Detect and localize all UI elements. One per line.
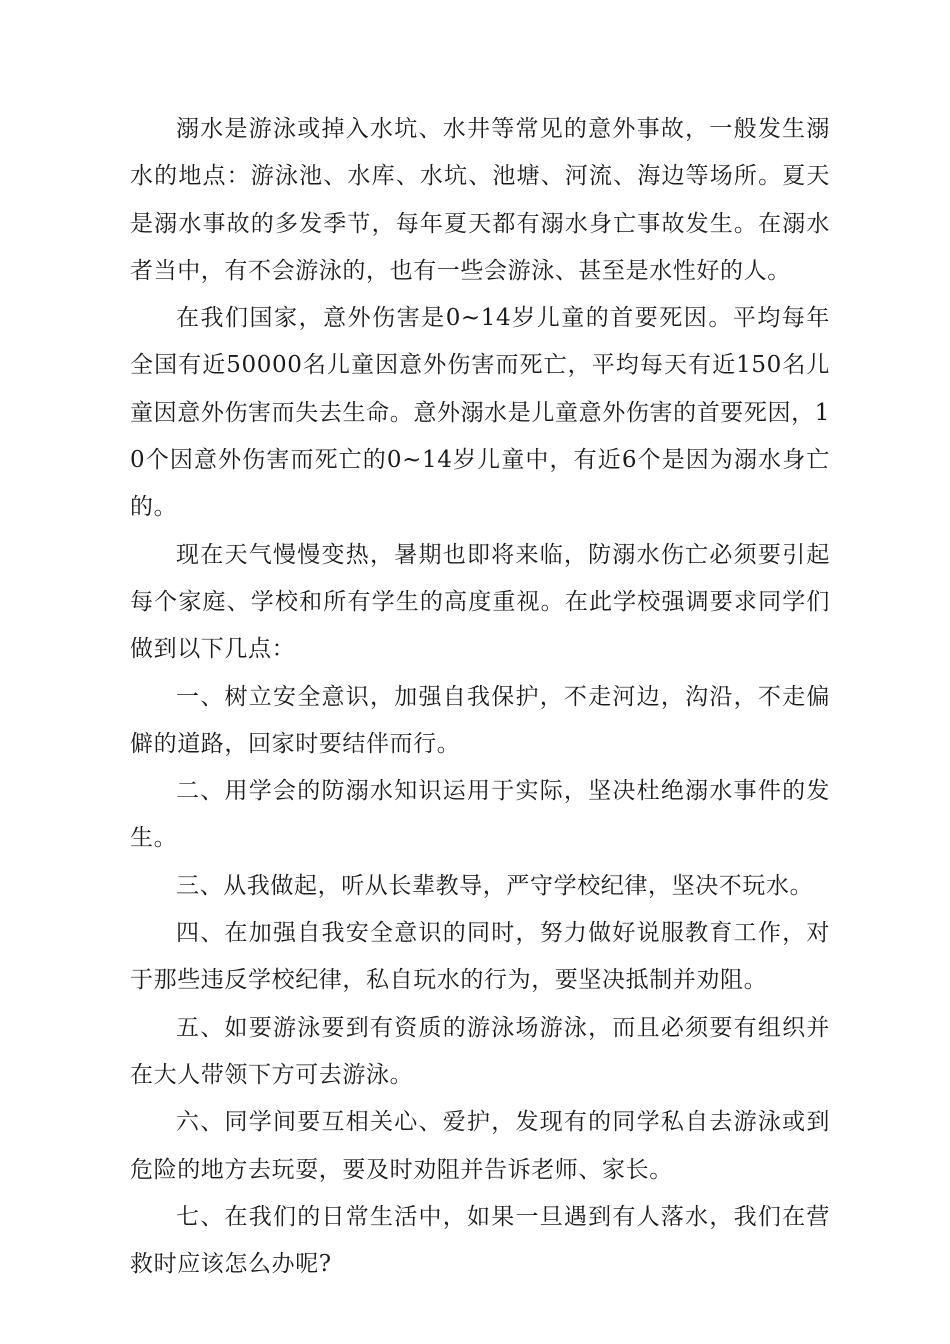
paragraph-requirements: 现在天气慢慢变热，暑期也即将来临，防溺水伤亡必须要引起每个家庭、学校和所有学生的高度重视。在此学校强调要求同学们做到以下几点： (130, 541, 830, 663)
list-item: 四、在加强自我安全意识的同时，努力做好说服教育工作，对于那些违反学校纪律，私自玩水的行为，要坚决抵制并劝阻。 (130, 920, 830, 994)
list-item: 三、从我做起，听从长辈教导，严守学校纪律，坚决不玩水。 (176, 872, 814, 899)
list-item: 五、如要游泳要到有资质的游泳场游泳，而且必须要有组织并在大人带领下方可去游泳。 (130, 1014, 830, 1088)
paragraph-intro: 溺水是游泳或掉入水坑、水井等常见的意外事故，一般发生溺水的地点：游泳池、水库、水坑、池塘、河流、海边等场所。夏天是溺水事故的多发季节，每年夏天都有溺水身亡事故发生。在溺水者当中，有不会游泳的，也有一些会游泳、甚至是水性好的人。 (130, 116, 830, 284)
document-body (130, 106, 830, 1288)
list-item: 一、树立安全意识，加强自我保护，不走河边，沟沿，不走偏僻的道路，回家时要结伴而行。 (130, 683, 830, 757)
list-item: 六、同学间要互相关心、爱护，发现有的同学私自去游泳或到危险的地方去玩耍，要及时劝阻并告诉老师、家长。 (130, 1109, 830, 1183)
paragraph-statistics: 在我们国家，意外伤害是0~14岁儿童的首要死因。平均每年全国有近50000名儿童因意外伤害而死亡，平均每天有近150名儿童因意外伤害而失去生命。意外溺水是儿童意外伤害的首要死因，10个因意外伤害而死亡的0~14岁儿童中，有近6个是因为溺水身亡的。 (130, 305, 830, 521)
list-item: 二、用学会的防溺水知识运用于实际，坚决杜绝溺水事件的发生。 (130, 778, 830, 852)
list-item: 七、在我们的日常生活中，如果一旦遇到有人落水，我们在营救时应该怎么办呢? (130, 1203, 830, 1278)
